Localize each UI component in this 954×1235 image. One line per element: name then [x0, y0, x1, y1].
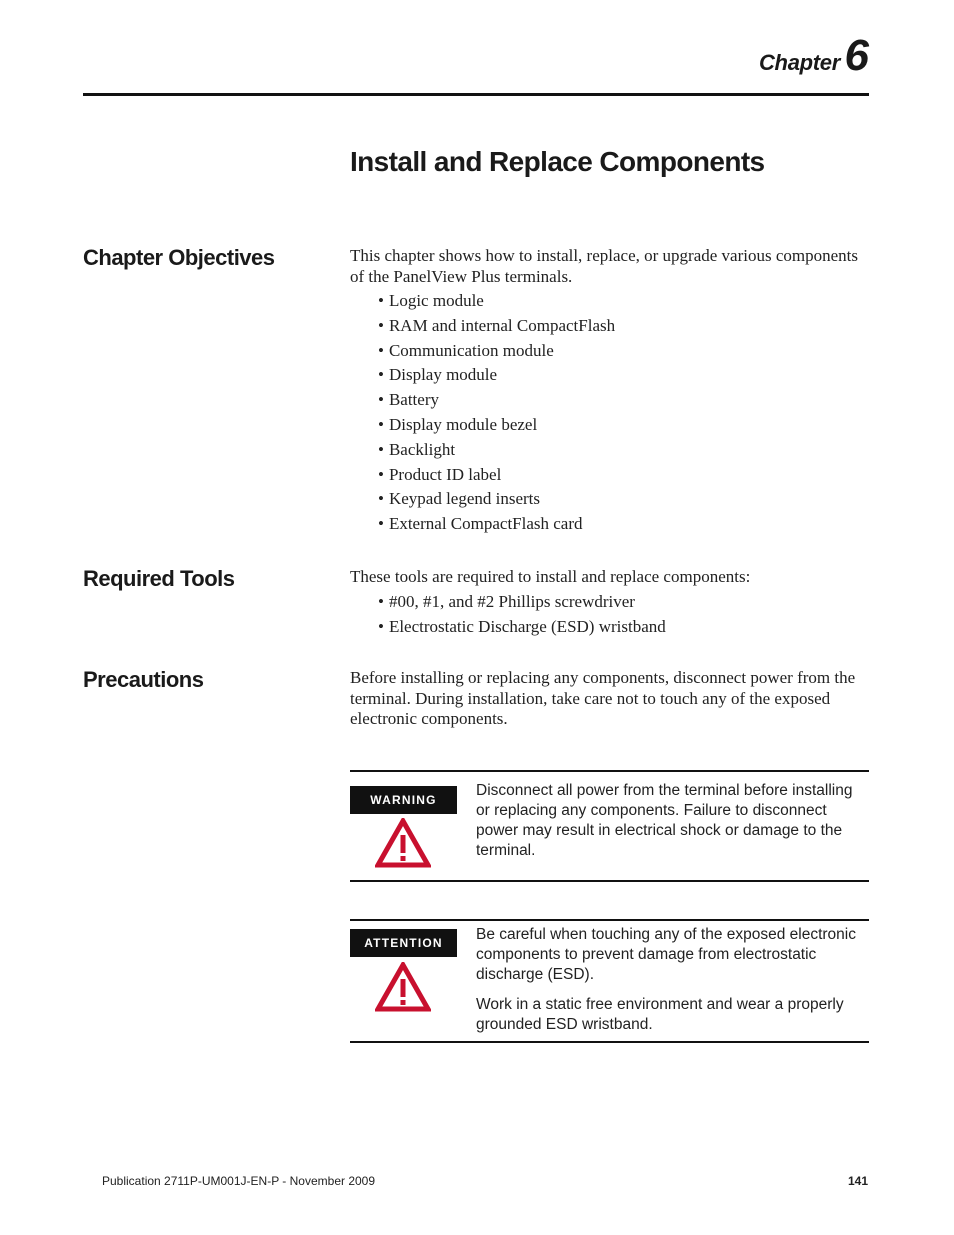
section-heading-tools: Required Tools	[83, 566, 235, 591]
section-heading-objectives: Chapter Objectives	[83, 245, 275, 270]
list-item: • External CompactFlash card	[378, 512, 615, 537]
attention-text	[476, 925, 865, 1045]
attention-paragraph: Work in a static free environment and wear a properly grounded ESD wristband.	[476, 996, 844, 1033]
list-item: • Communication module	[378, 339, 615, 364]
warning-text	[476, 781, 865, 871]
tools-intro: These tools are required to install and replace components:	[350, 567, 751, 586]
section-heading-precautions: Precautions	[83, 667, 204, 692]
tools-list	[378, 590, 666, 640]
objectives-list	[378, 289, 615, 537]
objectives-intro: This chapter shows how to install, replace, or upgrade various components of the PanelView Plus terminals.	[350, 246, 858, 286]
warning-paragraph: Disconnect all power from the terminal before installing or replacing any components. Failure to disconnect power may result in electrical shock or damage to the terminal.	[476, 782, 853, 859]
attention-notice	[350, 919, 869, 1043]
warning-triangle-icon	[375, 818, 431, 868]
chapter-label: Chapter	[758, 50, 840, 75]
list-item: • #00, #1, and #2 Phillips screwdriver	[378, 590, 666, 615]
list-item: • Display module bezel	[378, 413, 615, 438]
list-item: • Battery	[378, 388, 615, 413]
page-title: Install and Replace Components	[350, 146, 765, 177]
chapter-number: 6	[844, 31, 869, 80]
warning-badge: WARNING	[350, 786, 457, 814]
header-rule	[83, 93, 869, 96]
warning-triangle-icon	[375, 962, 431, 1012]
list-item: • Keypad legend inserts	[378, 487, 615, 512]
list-item: • Logic module	[378, 289, 615, 314]
footer-publication: Publication 2711P-UM001J-EN-P - November 2009	[102, 1174, 376, 1188]
precautions-intro: Before installing or replacing any components, disconnect power from the terminal. During installation, take care not to touch any of the exposed electronic components.	[350, 668, 856, 728]
list-item: • Display module	[378, 363, 615, 388]
page-number: 141	[847, 1174, 868, 1188]
attention-badge: ATTENTION	[350, 929, 457, 957]
list-item: • Backlight	[378, 438, 615, 463]
attention-paragraph: Be careful when touching any of the exposed electronic components to prevent damage from electrostatic discharge (ESD).	[476, 926, 856, 983]
list-item: • Electrostatic Discharge (ESD) wristband	[378, 615, 666, 640]
warning-notice	[350, 770, 869, 882]
list-item: • RAM and internal CompactFlash	[378, 314, 615, 339]
list-item: • Product ID label	[378, 463, 615, 488]
